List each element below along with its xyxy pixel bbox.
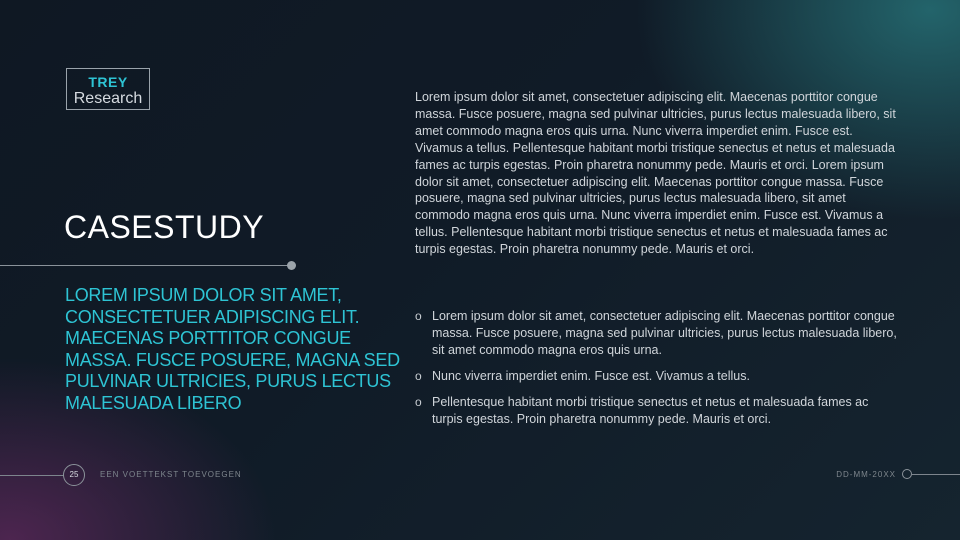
trey-research-logo (66, 68, 150, 110)
bullet-item (415, 308, 900, 359)
footer-divider-left (0, 475, 64, 476)
bullet-marker-icon: o (415, 368, 422, 383)
title-divider (0, 265, 291, 266)
footer-text: EEN VOETTEKST TOEVOEGEN (100, 470, 242, 479)
slide-title: CASESTUDY (64, 209, 265, 245)
footer-date: DD-MM-20XX (836, 470, 896, 479)
footer-circle-icon (902, 469, 912, 479)
bullet-text: Pellentesque habitant morbi tristique senectus et netus et malesuada fames ac turpis egestas. Proin pharetra nonummy pede. Mauris et orci. (432, 394, 869, 426)
highlight-text: LOREM IPSUM DOLOR SIT AMET, CONSECTETUER ADIPISCING ELIT. MAECENAS PORTTITOR CONGUE MASSA. FUSCE POSUERE, MAGNA SED PULVINAR ULTRICIES, PURUS LECTUS MALESUADA LIBERO (65, 285, 400, 413)
bullet-item (415, 368, 900, 385)
bullet-marker-icon: o (415, 394, 422, 409)
divider-dot-icon (287, 261, 296, 270)
bullet-item (415, 394, 900, 428)
page-number: 25 (63, 464, 85, 486)
bullet-text: Lorem ipsum dolor sit amet, consectetuer adipiscing elit. Maecenas porttitor congue massa. Fusce posuere, magna sed pulvinar ultricies, purus lectus malesuada libero, sit amet commodo magna eros quis urna. (432, 309, 897, 357)
body-paragraph: Lorem ipsum dolor sit amet, consectetuer adipiscing elit. Maecenas porttitor congue massa. Fusce posuere, magna sed pulvinar ultricies, purus lectus malesuada libero, sit amet commodo magna eros quis urna. Nunc viverra imperdiet enim. Fusce est. Vivamus a tellus. Pellentesque habitant morbi tristique senectus et netus et malesuada fames ac turpis egestas. Proin pharetra nonummy pede. Mauris et orci. Lorem ipsum dolor sit amet, consectetuer adipiscing elit. Maecenas porttitor congue massa. Fusce posuere, magna sed pulvinar ultricies, purus lectus malesuada libero, sit amet commodo magna eros quis urna. Nunc viverra imperdiet enim. Fusce est. Vivamus a tellus. Pellentesque habitant morbi tristique senectus et netus et malesuada fames ac turpis egestas. Proin pharetra nonummy pede. Mauris et orci. (415, 90, 896, 257)
footer-divider-right (912, 474, 960, 475)
logo-line-research: Research (73, 90, 143, 107)
bullet-list (415, 308, 900, 436)
bullet-marker-icon: o (415, 309, 422, 323)
bullet-text: Nunc viverra imperdiet enim. Fusce est. Vivamus a tellus. (432, 368, 750, 383)
logo-line-trey: TREY (88, 74, 128, 90)
